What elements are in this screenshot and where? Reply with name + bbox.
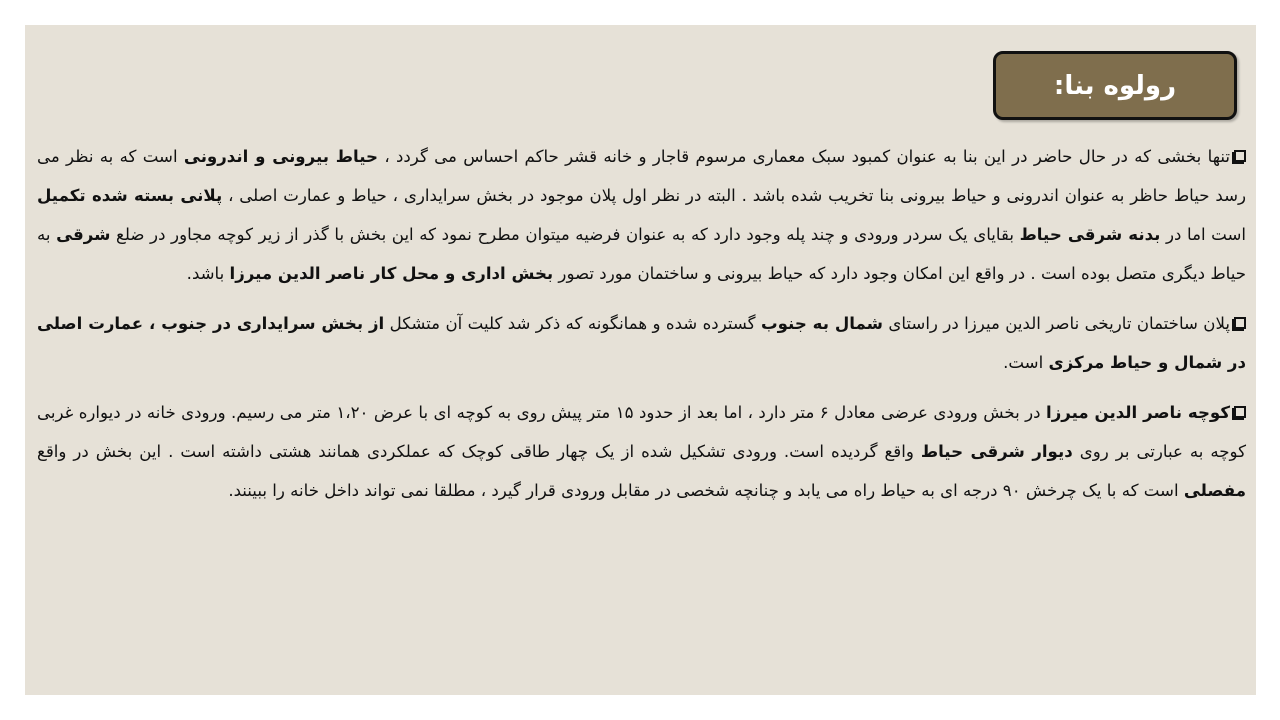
- bold-text-segment: پلانی بسته شده تکمیل: [37, 186, 223, 205]
- bold-text-segment: حیاط بیرونی و اندرونی: [183, 147, 378, 166]
- text-segment: باشد.: [186, 264, 230, 283]
- text-segment: تنها بخشی که در حال حاضر در این بنا به عنوان کمبود سبک معماری مرسوم قاجار و خانه قشر حاکم احساس می گردد ،: [377, 147, 1230, 166]
- bold-text-segment: دیوار شرقی حیاط: [920, 442, 1073, 461]
- text-segment: پلان ساختمان تاریخی ناصر الدین میرزا در راستای: [882, 314, 1231, 333]
- paragraph: [37, 137, 1246, 293]
- content-area: [37, 137, 1246, 521]
- bold-text-segment: بخش اداری و محل کار ناصر الدین میرزا: [229, 264, 554, 283]
- text-segment: است اما در: [1160, 225, 1246, 244]
- bold-text-segment: از بخش سرایداری در جنوب ، عمارت اصلی در شمال و حیاط مرکزی: [37, 314, 1246, 372]
- slide-title: رولوه بنا:: [1053, 70, 1177, 101]
- bold-text-segment: شمال به جنوب: [760, 314, 883, 333]
- text-segment: واقع گردیده است. ورودی تشکیل شده از یک چهار طاقی کوچک که عملکردی همانند هشتی داشته است . این بخش در واقع: [37, 442, 921, 461]
- text-segment: است که به نظر می رسد حیاط حاظر به عنوان اندرونی و حیاط بیرونی بنا تخریب شده باشد . البته در نظر اول پلان موجود در بخش سرایداری ، حیاط و عمارت اصلی ،: [37, 147, 1246, 205]
- text-segment: به حیاط دیگری متصل بوده است . در واقع این امکان وجود دارد که حیاط بیرونی و ساختمان مورد تصور: [37, 225, 1246, 283]
- text-segment: بقایای یک سردر ورودی و چند پله وجود دارد که به عنوان فرضیه میتوان مطرح نمود که این بخش با گذر از زیر کوچه مجاور در ضلع: [110, 225, 1020, 244]
- text-segment: است که با یک چرخش ۹۰ درجه ای به حیاط راه می یابد و چنانچه شخصی در مقابل ورودی قرار گیرد ، مطلقا نمی تواند داخل خانه را ببینند.: [228, 481, 1184, 500]
- bold-text-segment: بدنه شرقی حیاط: [1019, 225, 1161, 244]
- bold-text-segment: کوچه ناصر الدین میرزا: [1046, 403, 1230, 422]
- bold-text-segment: مفصلی: [1183, 481, 1246, 500]
- checkbox-bullet-icon: [1234, 406, 1246, 418]
- text-segment: در بخش ورودی عرضی معادل ۶ متر دارد ، اما بعد از حدود ۱۵ متر پیش روی به کوچه ای با عرض ۱،۲۰ متر می رسیم. ورودی خانه در دیواره غربی کوچه به عبارتی بر روی: [37, 403, 1247, 461]
- checkbox-bullet-icon: [1234, 150, 1246, 162]
- title-box: [993, 51, 1237, 120]
- text-segment: گسترده شده و همانگونه که ذکر شد کلیت آن متشکل: [384, 314, 761, 333]
- paragraph: [37, 304, 1246, 382]
- text-segment: است.: [1003, 353, 1049, 372]
- paragraph: [37, 393, 1246, 510]
- slide: [25, 25, 1256, 695]
- bold-text-segment: شرقی: [56, 225, 111, 244]
- checkbox-bullet-icon: [1234, 317, 1246, 329]
